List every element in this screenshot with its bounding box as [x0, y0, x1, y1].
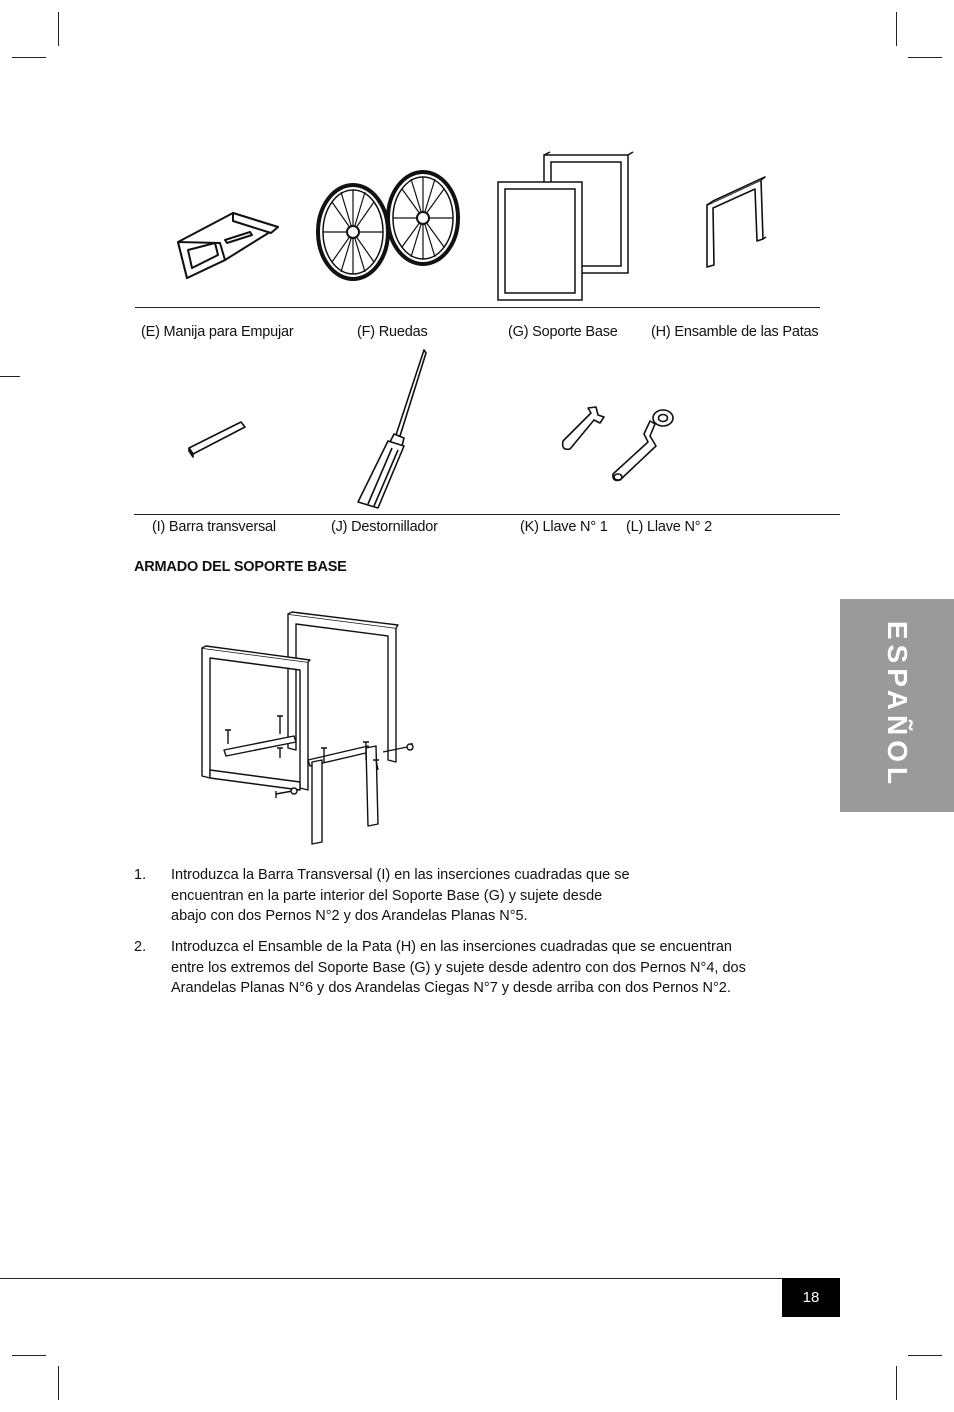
- part-label-f: (F) Ruedas: [357, 324, 428, 340]
- push-handle-icon: [175, 205, 285, 285]
- step-text-line: Introduzca el Ensamble de la Pata (H) en las inserciones cuadradas que se encuentran: [171, 939, 732, 955]
- crop-mark: [58, 1366, 59, 1400]
- step-1: [134, 865, 814, 927]
- step-text-line: entre los extremos del Soporte Base (G) y sujete desde adentro con dos Pernos N°4, dos: [171, 959, 746, 976]
- crop-mark: [908, 1355, 942, 1356]
- screwdriver-icon: [352, 348, 432, 513]
- step-text-line: abajo con dos Pernos N°2 y dos Arandelas Planas N°5.: [171, 908, 528, 924]
- divider-line: [135, 307, 820, 308]
- crop-mark: [58, 12, 59, 46]
- language-tab-label: ESPAÑOL: [882, 620, 913, 790]
- crop-mark: [908, 57, 942, 58]
- part-label-e: (E) Manija para Empujar: [141, 324, 294, 340]
- footer-line: [0, 1278, 840, 1279]
- step-text-line: Arandelas Planas N°6 y dos Arandelas Ciegas N°7 y desde arriba con dos Pernos N°2.: [171, 980, 731, 996]
- crop-mark: [12, 57, 46, 58]
- part-label-h: (H) Ensamble de las Patas: [651, 324, 819, 340]
- part-label-k: (K) Llave N° 1: [520, 519, 608, 535]
- part-label-i: (I) Barra transversal: [152, 519, 276, 535]
- wrench-2-icon: [608, 406, 678, 488]
- base-frame-icon: [495, 152, 635, 302]
- crop-mark: [896, 1366, 897, 1400]
- section-title: ARMADO DEL SOPORTE BASE: [134, 559, 347, 575]
- leg-assembly-icon: [703, 177, 773, 272]
- divider-line: [134, 514, 840, 515]
- crop-mark: [12, 1355, 46, 1356]
- part-label-g: (G) Soporte Base: [508, 324, 618, 340]
- page-number: 18: [782, 1278, 840, 1317]
- step-number: 1.: [134, 867, 147, 883]
- step-number: 2.: [134, 939, 147, 955]
- wrench-1-icon: [558, 405, 608, 453]
- language-tab: [840, 599, 954, 812]
- step-text-line: encuentran en la parte interior del Soporte Base (G) y sujete desde: [171, 887, 603, 904]
- step-2: [134, 937, 814, 999]
- part-label-j: (J) Destornillador: [331, 519, 438, 535]
- wheels-icon: [315, 170, 465, 280]
- step-text-line: Introduzca la Barra Transversal (I) en las inserciones cuadradas que se: [171, 867, 630, 883]
- crop-mark: [896, 12, 897, 46]
- crop-mark: [0, 376, 20, 377]
- cross-bar-icon: [186, 418, 248, 458]
- part-label-l: (L) Llave N° 2: [626, 519, 713, 535]
- base-assembly-diagram: [198, 610, 428, 850]
